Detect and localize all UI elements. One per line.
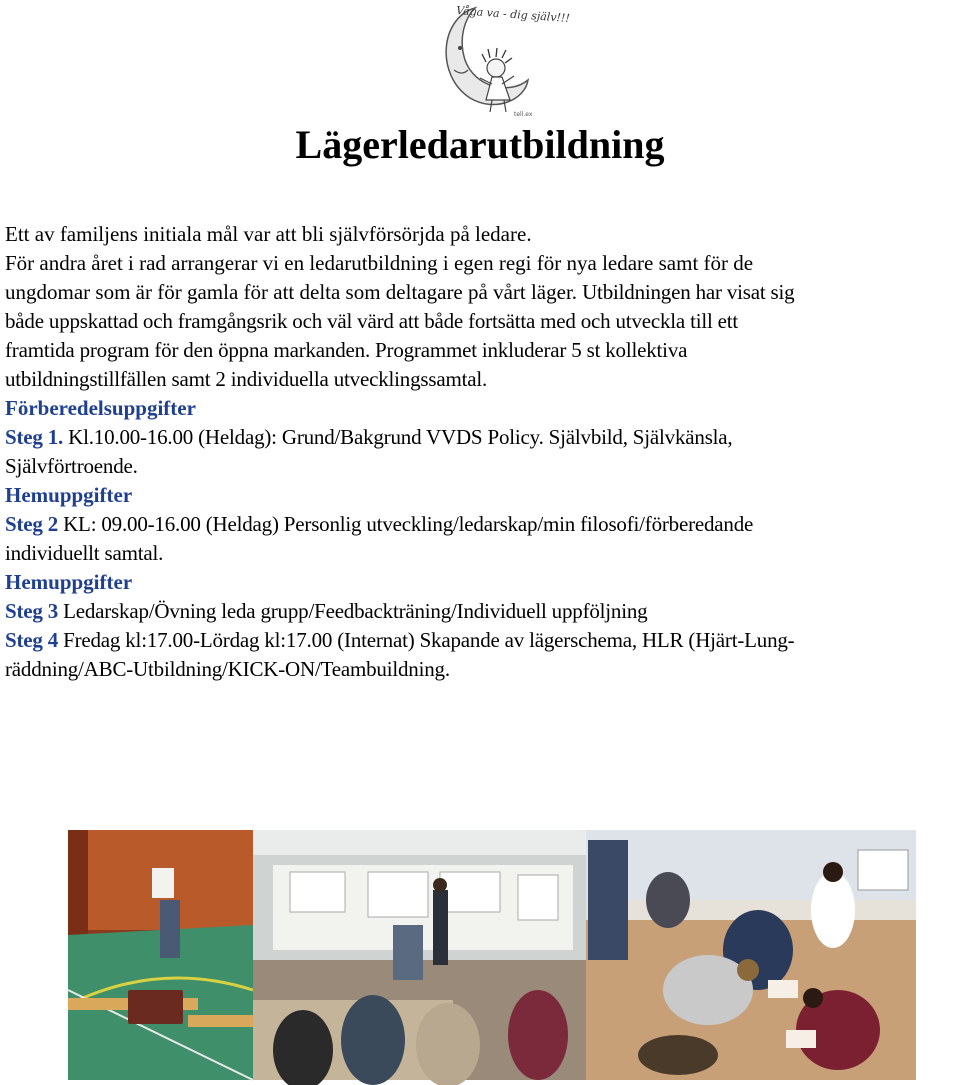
step-3-label: Steg 3 bbox=[5, 599, 59, 623]
intro-line-1: Ett av familjens initiala mål var att bli självförsörjda på ledare. bbox=[5, 222, 532, 246]
step-2-label: Steg 2 bbox=[5, 512, 59, 536]
step-1-label: Steg 1. bbox=[5, 425, 64, 449]
training-photo-collage bbox=[68, 830, 916, 1080]
heading-hemuppgifter-1: Hemuppgifter bbox=[5, 483, 133, 507]
moon-logo-icon bbox=[430, 0, 571, 120]
step-1-line-1 bbox=[5, 423, 957, 452]
step-1-line-2: Självförtroende. bbox=[5, 454, 138, 478]
step-4-text: Fredag kl:17.00-Lördag kl:17.00 (Internat) Skapande av lägerschema, HLR (Hjärt-Lung- bbox=[58, 628, 795, 652]
intro-line-2: För andra året i rad arrangerar vi en ledarutbildning i egen regi för nya ledare samt för de bbox=[5, 251, 754, 275]
step-4-label: Steg 4 bbox=[5, 628, 59, 652]
photo-cpr-training bbox=[586, 830, 916, 1080]
step-3-text: Ledarskap/Övning leda grupp/Feedbackträning/Individuell uppföljning bbox=[58, 599, 648, 623]
step-1-text: Kl.10.00-16.00 (Heldag): Grund/Bakgrund VVDS Policy. Självbild, Självkänsla, bbox=[63, 425, 733, 449]
intro-line-5: framtida program för den öppna markanden. Programmet inkluderar 5 st kollektiva bbox=[5, 338, 688, 362]
intro-line-6: utbildningstillfällen samt 2 individuella utvecklingssamtal. bbox=[5, 367, 488, 391]
step-2-line-1 bbox=[5, 510, 957, 539]
heading-forberedelsuppgifter: Förberedelsuppgifter bbox=[5, 396, 196, 420]
step-2-line-2: individuellt samtal. bbox=[5, 541, 164, 565]
intro-line-4: både uppskattad och framgångsrik och väl värd att både fortsätta med och utveckla till ett bbox=[5, 309, 739, 333]
photo-classroom bbox=[253, 830, 586, 1085]
logo-signature: tell.ex bbox=[514, 111, 533, 118]
intro-line-3b: Utbildningen har visat sig bbox=[577, 280, 795, 304]
step-4-line-1 bbox=[5, 626, 957, 655]
step-2-text: KL: 09.00-16.00 (Heldag) Personlig utveckling/ledarskap/min filosofi/förberedande bbox=[58, 512, 754, 536]
page-title: Lägerledarutbildning bbox=[295, 122, 665, 167]
step-3-line-1 bbox=[5, 597, 957, 626]
intro-line-3a: ungdomar som är för gamla för att delta som deltagare på vårt läger. bbox=[5, 280, 578, 304]
logo-text: Våga va - dig själv!!! bbox=[455, 4, 571, 25]
step-4-line-2: räddning/ABC-Utbildning/KICK-ON/Teambuildning. bbox=[5, 657, 450, 681]
photo-sports-hall bbox=[68, 830, 253, 1080]
heading-hemuppgifter-2: Hemuppgifter bbox=[5, 570, 133, 594]
intro-line-3 bbox=[5, 278, 957, 307]
